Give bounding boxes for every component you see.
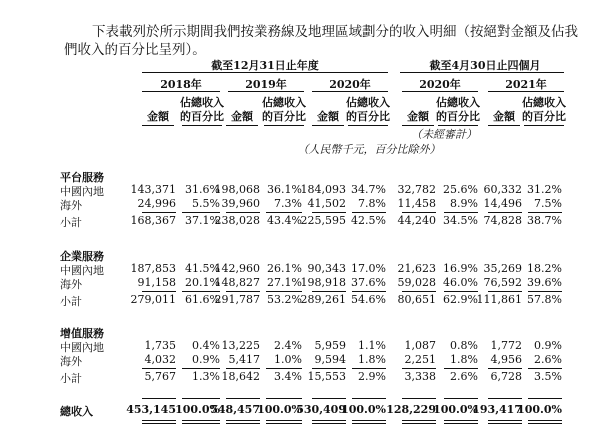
amount-cell: 1,087 [404, 339, 436, 352]
period-group-header: 截至4月30日止四個月 [429, 59, 541, 72]
amount-cell: 41,502 [307, 197, 346, 210]
period-group-header: 截至12月31日止年度 [211, 59, 319, 72]
subtotal-rule [226, 291, 260, 292]
total-bottom-rule [352, 423, 386, 424]
column-rule [226, 125, 258, 126]
percentage-cell: 16.9% [443, 262, 478, 275]
amount-cell: 142,960 [214, 262, 260, 275]
percentage-cell: 53.2% [267, 293, 302, 306]
percentage-column-header: 佔總收入 的百分比 [436, 96, 480, 123]
subtotal-rule [352, 368, 386, 369]
total-bottom-rule [444, 420, 478, 421]
total-bottom-rule [444, 423, 478, 424]
percentage-cell: 57.8% [527, 293, 562, 306]
amount-cell: 225,595 [300, 214, 346, 227]
amount-cell: 44,240 [397, 214, 436, 227]
percentage-cell: 17.0% [351, 262, 386, 275]
subtotal-rule [312, 212, 346, 213]
total-top-rule [488, 398, 522, 399]
total-top-rule [402, 398, 436, 399]
total-bottom-rule [266, 420, 302, 421]
unit-note: （人民幣千元，百分比除外） [297, 143, 441, 156]
total-bottom-rule [266, 423, 302, 424]
amount-cell: 21,623 [397, 262, 436, 275]
subtotal-rule [182, 212, 220, 213]
percentage-cell: 7.8% [358, 197, 386, 210]
subtotal-rule [142, 212, 176, 213]
percentage-cell: 7.3% [274, 197, 302, 210]
percentage-cell: 2.6% [450, 370, 478, 383]
table-row [0, 353, 600, 367]
year-header: 2020年 [329, 78, 371, 91]
unaudited-note: （未經審計） [411, 128, 477, 141]
row-label: 總收入 [60, 405, 93, 418]
amount-cell: 193,417 [472, 403, 522, 416]
year-rule [312, 91, 388, 92]
percentage-cell: 0.9% [192, 353, 220, 366]
year-rule [402, 91, 478, 92]
row-label: 小計 [60, 295, 82, 308]
table-row [0, 197, 600, 211]
percentage-cell: 42.5% [351, 214, 386, 227]
subtotal-rule [528, 212, 562, 213]
total-top-rule [528, 398, 562, 399]
percentage-cell: 1.8% [450, 353, 478, 366]
amount-cell: 9,594 [314, 353, 346, 366]
percentage-cell: 38.7% [527, 214, 562, 227]
percentage-cell: 3.5% [534, 370, 562, 383]
amount-cell: 530,409 [296, 403, 346, 416]
amount-cell: 148,827 [214, 276, 260, 289]
total-bottom-rule [226, 420, 260, 421]
subtotal-rule [142, 291, 176, 292]
column-rule [488, 125, 520, 126]
total-bottom-rule [182, 423, 220, 424]
subtotal-rule [142, 368, 176, 369]
percentage-cell: 39.6% [527, 276, 562, 289]
table-row [0, 370, 600, 384]
amount-cell: 74,828 [483, 214, 522, 227]
amount-column-header: 金額 [317, 110, 339, 123]
amount-cell: 90,343 [307, 262, 346, 275]
subtotal-rule [266, 212, 302, 213]
amount-cell: 6,728 [490, 370, 522, 383]
row-label: 海外 [60, 199, 82, 212]
amount-cell: 3,338 [404, 370, 436, 383]
percentage-cell: 100.0% [175, 403, 220, 416]
percentage-cell: 54.6% [351, 293, 386, 306]
percentage-cell: 0.9% [534, 339, 562, 352]
subtotal-rule [444, 368, 478, 369]
percentage-cell: 1.1% [358, 339, 386, 352]
subtotal-rule [182, 368, 220, 369]
percentage-cell: 7.5% [534, 197, 562, 210]
year-header: 2018年 [160, 78, 202, 91]
total-bottom-rule [312, 420, 346, 421]
percentage-cell: 37.6% [351, 276, 386, 289]
percentage-cell: 0.8% [450, 339, 478, 352]
amount-cell: 60,332 [483, 183, 522, 196]
amount-cell: 289,261 [300, 293, 346, 306]
year-rule [488, 91, 564, 92]
amount-cell: 32,782 [397, 183, 436, 196]
amount-column-header: 金額 [493, 110, 515, 123]
table-row [0, 262, 600, 276]
amount-cell: 279,011 [130, 293, 176, 306]
total-top-rule [312, 398, 346, 399]
table-row [0, 276, 600, 290]
percentage-cell: 46.0% [443, 276, 478, 289]
total-top-rule [266, 398, 302, 399]
percentage-column-header: 佔總收入 的百分比 [262, 96, 306, 123]
percentage-cell: 18.2% [527, 262, 562, 275]
percentage-cell: 100.0% [517, 403, 562, 416]
percentage-cell: 100.0% [341, 403, 386, 416]
subtotal-rule [352, 291, 386, 292]
subtotal-rule [402, 291, 436, 292]
percentage-cell: 5.5% [192, 197, 220, 210]
total-bottom-rule [352, 420, 386, 421]
total-bottom-rule [488, 420, 522, 421]
subtotal-rule [182, 291, 220, 292]
table-row [0, 183, 600, 197]
amount-cell: 15,553 [307, 370, 346, 383]
percentage-cell: 100.0% [433, 403, 478, 416]
total-top-rule [182, 398, 220, 399]
amount-cell: 198,918 [300, 276, 346, 289]
percentage-cell: 62.9% [443, 293, 478, 306]
subtotal-rule [312, 368, 346, 369]
table-row [0, 214, 600, 228]
row-label: 小計 [60, 372, 82, 385]
percentage-cell: 1.0% [274, 353, 302, 366]
percentage-cell: 34.5% [443, 214, 478, 227]
total-bottom-rule [488, 423, 522, 424]
subtotal-rule [528, 368, 562, 369]
subtotal-rule [488, 368, 522, 369]
amount-cell: 18,642 [221, 370, 260, 383]
amount-cell: 187,853 [130, 262, 176, 275]
total-bottom-rule [182, 420, 220, 421]
row-label: 中國內地 [60, 341, 104, 354]
subtotal-rule [312, 291, 346, 292]
percentage-cell: 26.1% [267, 262, 302, 275]
subtotal-rule [444, 212, 478, 213]
amount-cell: 35,269 [483, 262, 522, 275]
segment-title: 企業服務 [60, 250, 104, 263]
column-rule [264, 125, 304, 126]
amount-column-header: 金額 [231, 110, 253, 123]
percentage-cell: 43.4% [267, 214, 302, 227]
percentage-cell: 1.3% [192, 370, 220, 383]
total-top-rule [352, 398, 386, 399]
subtotal-rule [266, 291, 302, 292]
percentage-cell: 27.1% [267, 276, 302, 289]
year-header: 2021年 [505, 78, 547, 91]
amount-cell: 2,251 [404, 353, 436, 366]
percentage-column-header: 佔總收入 的百分比 [346, 96, 390, 123]
year-rule [228, 91, 304, 92]
percentage-cell: 31.2% [527, 183, 562, 196]
amount-cell: 24,996 [137, 197, 176, 210]
percentage-cell: 2.6% [534, 353, 562, 366]
total-top-rule [444, 398, 478, 399]
total-bottom-rule [226, 423, 260, 424]
subtotal-rule [266, 368, 302, 369]
column-rule [142, 125, 174, 126]
total-bottom-rule [528, 423, 562, 424]
row-label: 中國內地 [60, 185, 104, 198]
amount-cell: 238,028 [214, 214, 260, 227]
percentage-cell: 3.4% [274, 370, 302, 383]
percentage-cell: 2.9% [358, 370, 386, 383]
year-header: 2019年 [245, 78, 287, 91]
amount-cell: 5,959 [314, 339, 346, 352]
total-bottom-rule [142, 420, 176, 421]
amount-column-header: 金額 [147, 110, 169, 123]
amount-cell: 13,225 [221, 339, 260, 352]
amount-cell: 184,093 [300, 183, 346, 196]
percentage-cell: 2.4% [274, 339, 302, 352]
group-rule [142, 72, 388, 73]
year-rule [142, 91, 220, 92]
row-label: 中國內地 [60, 264, 104, 277]
percentage-cell: 100.0% [257, 403, 302, 416]
total-bottom-rule [402, 423, 436, 424]
column-rule [524, 125, 564, 126]
column-rule [182, 125, 222, 126]
amount-cell: 4,032 [144, 353, 176, 366]
subtotal-rule [528, 291, 562, 292]
table-row [0, 339, 600, 353]
table-row [0, 293, 600, 307]
total-bottom-rule [402, 420, 436, 421]
amount-cell: 198,068 [214, 183, 260, 196]
amount-cell: 111,861 [476, 293, 522, 306]
total-bottom-rule [312, 423, 346, 424]
amount-cell: 5,417 [228, 353, 260, 366]
amount-cell: 128,229 [386, 403, 436, 416]
total-bottom-rule [142, 423, 176, 424]
percentage-cell: 20.1% [185, 276, 220, 289]
row-label: 小計 [60, 216, 82, 229]
percentage-cell: 61.6% [185, 293, 220, 306]
amount-cell: 453,145 [126, 403, 176, 416]
percentage-cell: 31.6% [185, 183, 220, 196]
row-label: 海外 [60, 355, 82, 368]
subtotal-rule [226, 368, 260, 369]
percentage-column-header: 佔總收入 的百分比 [522, 96, 566, 123]
total-row [0, 403, 600, 417]
subtotal-rule [488, 291, 522, 292]
amount-cell: 39,960 [221, 197, 260, 210]
year-header: 2020年 [419, 78, 461, 91]
percentage-cell: 41.5% [185, 262, 220, 275]
subtotal-rule [488, 212, 522, 213]
percentage-column-header: 佔總收入 的百分比 [180, 96, 224, 123]
column-rule [348, 125, 388, 126]
amount-cell: 14,496 [483, 197, 522, 210]
total-top-rule [226, 398, 260, 399]
segment-title: 增值服務 [60, 327, 104, 340]
percentage-cell: 8.9% [450, 197, 478, 210]
amount-cell: 5,767 [144, 370, 176, 383]
percentage-cell: 25.6% [443, 183, 478, 196]
percentage-cell: 0.4% [192, 339, 220, 352]
group-rule [400, 72, 564, 73]
percentage-cell: 34.7% [351, 183, 386, 196]
amount-cell: 168,367 [130, 214, 176, 227]
amount-cell: 1,772 [490, 339, 522, 352]
segment-title: 平台服務 [60, 171, 104, 184]
percentage-cell: 1.8% [358, 353, 386, 366]
amount-cell: 143,371 [130, 183, 176, 196]
amount-cell: 11,458 [397, 197, 436, 210]
subtotal-rule [444, 291, 478, 292]
amount-cell: 76,592 [483, 276, 522, 289]
amount-cell: 548,457 [210, 403, 260, 416]
column-rule [312, 125, 344, 126]
amount-cell: 291,787 [214, 293, 260, 306]
amount-cell: 59,028 [397, 276, 436, 289]
amount-column-header: 金額 [407, 110, 429, 123]
subtotal-rule [226, 212, 260, 213]
amount-cell: 4,956 [490, 353, 522, 366]
amount-cell: 80,651 [397, 293, 436, 306]
amount-cell: 1,735 [144, 339, 176, 352]
subtotal-rule [402, 212, 436, 213]
percentage-cell: 37.1% [185, 214, 220, 227]
row-label: 海外 [60, 278, 82, 291]
intro-paragraph: 下表載列於所示期間我們按業務線及地理區域劃分的收入明細（按絕對金額及佔我們收入的百分比呈列）。 [64, 23, 578, 58]
subtotal-rule [352, 212, 386, 213]
total-top-rule [142, 398, 176, 399]
subtotal-rule [402, 368, 436, 369]
total-bottom-rule [528, 420, 562, 421]
amount-cell: 91,158 [137, 276, 176, 289]
percentage-cell: 36.1% [267, 183, 302, 196]
